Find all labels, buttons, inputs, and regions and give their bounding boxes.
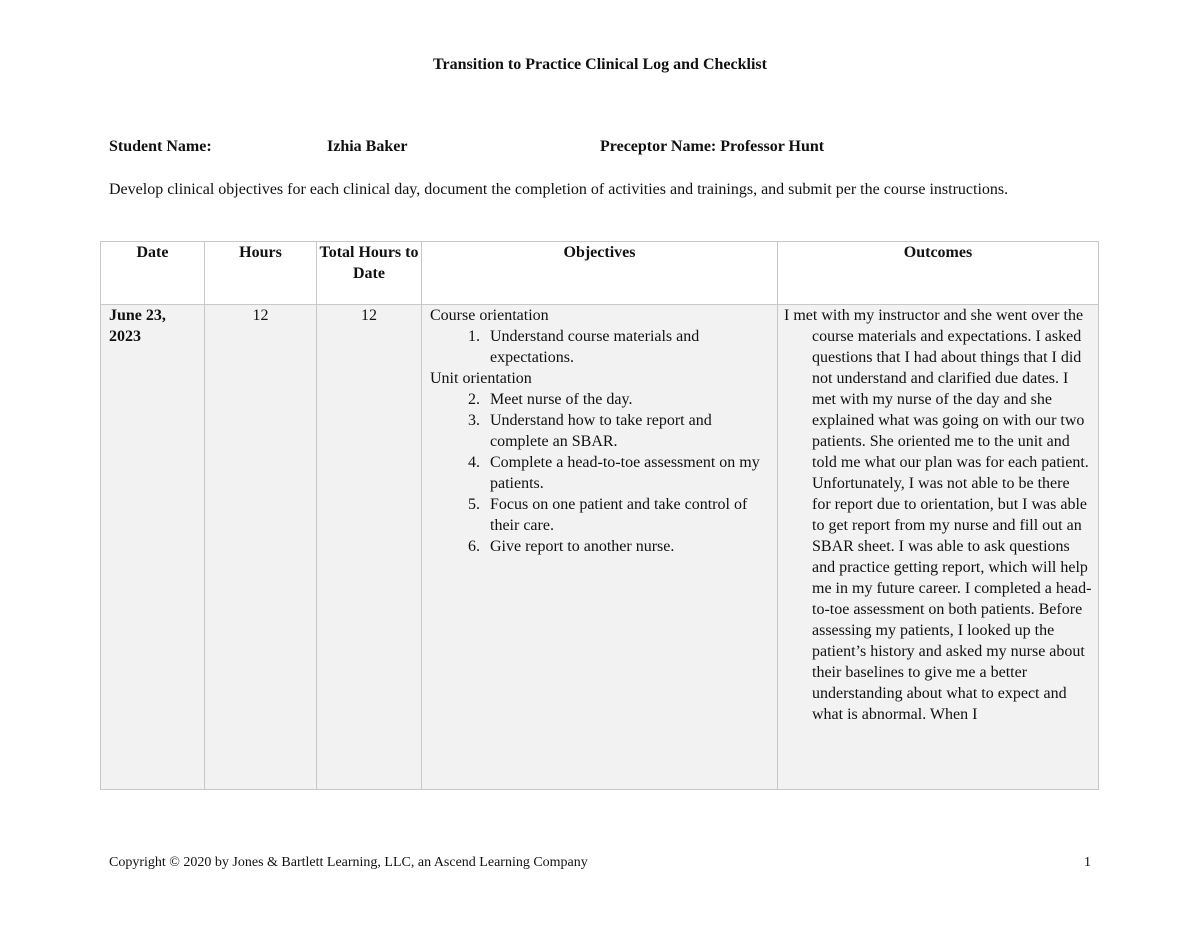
cell-outcomes — [778, 305, 1099, 790]
student-name-label: Student Name: — [109, 138, 212, 155]
objective-item: 2. Meet nurse of the day. — [484, 389, 769, 410]
footer-copyright: Copyright © 2020 by Jones & Bartlett Learning, LLC, an Ascend Learning Company — [109, 855, 588, 870]
preceptor-name-value: Professor Hunt — [720, 138, 825, 155]
header-hours: Hours — [205, 242, 317, 305]
table-header-row — [101, 242, 1099, 305]
footer-page-number: 1 — [1084, 855, 1091, 870]
cell-hours: 12 — [205, 305, 317, 790]
objective-item: 5. Focus on one patient and take control of their care. — [484, 494, 769, 536]
preceptor-name-label: Preceptor Name: — [600, 138, 717, 155]
instructions-text: Develop clinical objectives for each clinical day, document the completion of activities and trainings, and submit per the course instructions. — [109, 181, 1009, 198]
cell-total-hours: 12 — [317, 305, 422, 790]
header-total-hours: Total Hours to Date — [317, 242, 422, 305]
objective-item: 1. Understand course materials and expectations. — [484, 326, 769, 368]
header-objectives: Objectives — [422, 242, 778, 305]
objective-list — [430, 326, 769, 368]
objective-item: 3. Understand how to take report and complete an SBAR. — [484, 410, 769, 452]
student-name-value: Izhia Baker — [327, 138, 408, 155]
outcome-text: I met with my instructor and she went over the course materials and expectations. I asked questions that I had about things that I did not understand and clarified due dates. I met with my nurse of the day and she explained what was going on with our two patients. She oriented me to the unit and told me what our plan was for each patient. Unfortunately, I was not able to be there for report due to orientation, but I was able to get report from my nurse and fill out an SBAR sheet. I was able to ask questions and practice getting report, which will help me in my future career. I completed a head-to-toe assessment on both patients. Before assessing my patients, I looked up the patient’s history and asked my nurse about their baselines to give me a better understanding about what to expect and what is abnormal. When I — [784, 307, 1092, 723]
clinical-log-table — [100, 241, 1099, 790]
document-title: Transition to Practice Clinical Log and Checklist — [433, 56, 767, 73]
table-row — [101, 305, 1099, 790]
header-date: Date — [101, 242, 205, 305]
objective-heading: Unit orientation — [430, 370, 532, 387]
preceptor-name — [600, 138, 824, 156]
objective-heading: Course orientation — [430, 307, 549, 324]
objective-item: 4. Complete a head-to-toe assessment on my patients. — [484, 452, 769, 494]
cell-objectives — [422, 305, 778, 790]
objective-list — [430, 389, 769, 557]
cell-date: June 23, 2023 — [101, 305, 205, 790]
objective-item: 6. Give report to another nurse. — [484, 536, 769, 557]
header-outcomes: Outcomes — [778, 242, 1099, 305]
